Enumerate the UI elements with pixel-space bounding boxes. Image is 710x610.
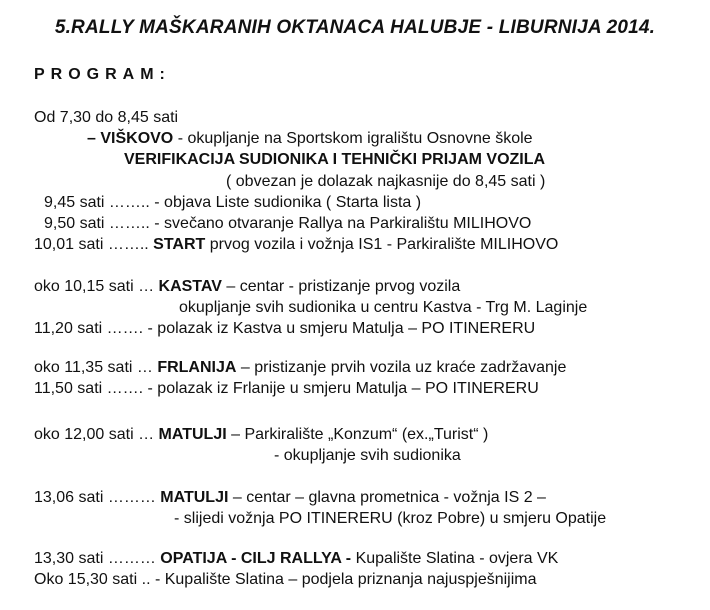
location-matulji: MATULJI (160, 489, 229, 506)
location-viskovo: – VIŠKOVO (87, 130, 174, 147)
line-text: Kupalište Slatina - ovjera VK (351, 550, 559, 567)
verification-heading: VERIFIKACIJA SUDIONIKA I TEHNIČKI PRIJAM VOZILA (124, 151, 546, 168)
line-text: 10,01 sati …….. (34, 236, 154, 253)
line-text: 11,50 sati ……. - polazak iz Frlanije u smjeru Matulja – PO ITINERERU (34, 380, 539, 397)
line-text: - okupljanje svih sudionika (274, 447, 461, 464)
start-label: START (153, 236, 206, 253)
program-line (179, 298, 587, 317)
line-text: prvog vozila i vožnja IS1 - Parkiralište MILIHOVO (205, 236, 559, 253)
program-line (44, 193, 421, 212)
line-text: oko 11,35 sati … (34, 359, 158, 376)
line-text: 13,06 sati ……… (34, 489, 161, 506)
line-text: – Parkiralište „Konzum“ (ex.„Turist“ ) (226, 426, 489, 443)
line-text: Oko 15,30 sati .. - Kupalište Slatina – podjela priznanja najuspješnijima (34, 571, 537, 588)
program-line (226, 172, 545, 191)
line-text: 13,30 sati ……… (34, 550, 161, 567)
program-line (44, 214, 531, 233)
line-text: – centar - pristizanje prvog vozila (221, 278, 461, 295)
program-line (34, 549, 558, 568)
program-line (34, 570, 537, 589)
line-text: Od 7,30 do 8,45 sati (34, 109, 179, 126)
program-line (34, 358, 566, 377)
program-line (34, 277, 460, 296)
line-text: 9,50 sati …….. - svečano otvaranje Rallya na Parkiralištu MILIHOVO (44, 215, 532, 232)
line-text: – centar – glavna prometnica - vožnja IS 2 – (228, 489, 546, 506)
location-matulji: MATULJI (158, 426, 227, 443)
line-text: oko 12,00 sati … (34, 426, 159, 443)
line-text: ( obvezan je dolazak najkasnije do 8,45 sati ) (226, 173, 546, 190)
line-text: 9,45 sati …….. - objava Liste sudionika ( Starta lista ) (44, 194, 422, 211)
line-text: – pristizanje prvih vozila uz kraće zadržavanje (236, 359, 567, 376)
program-heading: PROGRAM: (34, 66, 171, 83)
document-title: 5.RALLY MAŠKARANIH OKTANACA HALUBJE - LIBURNIJA 2014. (54, 17, 656, 38)
program-line (34, 108, 178, 127)
location-frlanija: FRLANIJA (157, 359, 237, 376)
program-line (174, 509, 606, 528)
location-opatija-finish: OPATIJA - CILJ RALLYA - (160, 550, 352, 567)
program-line (34, 379, 539, 398)
line-text: - okupljanje na Sportskom igralištu Osnovne škole (173, 130, 533, 147)
location-kastav: KASTAV (158, 278, 222, 295)
line-text: 11,20 sati ……. - polazak iz Kastva u smjeru Matulja – PO ITINERERU (34, 320, 536, 337)
program-line (274, 446, 461, 465)
program-line (87, 129, 533, 148)
line-text: - slijedi vožnja PO ITINERERU (kroz Pobre) u smjeru Opatije (174, 510, 607, 527)
program-line (34, 425, 488, 444)
program-line (124, 150, 545, 169)
program-line (34, 319, 535, 338)
line-text: oko 10,15 sati … (34, 278, 159, 295)
line-text: okupljanje svih sudionika u centru Kastva - Trg M. Laginje (179, 299, 588, 316)
program-line (34, 488, 546, 507)
program-line (34, 235, 558, 254)
